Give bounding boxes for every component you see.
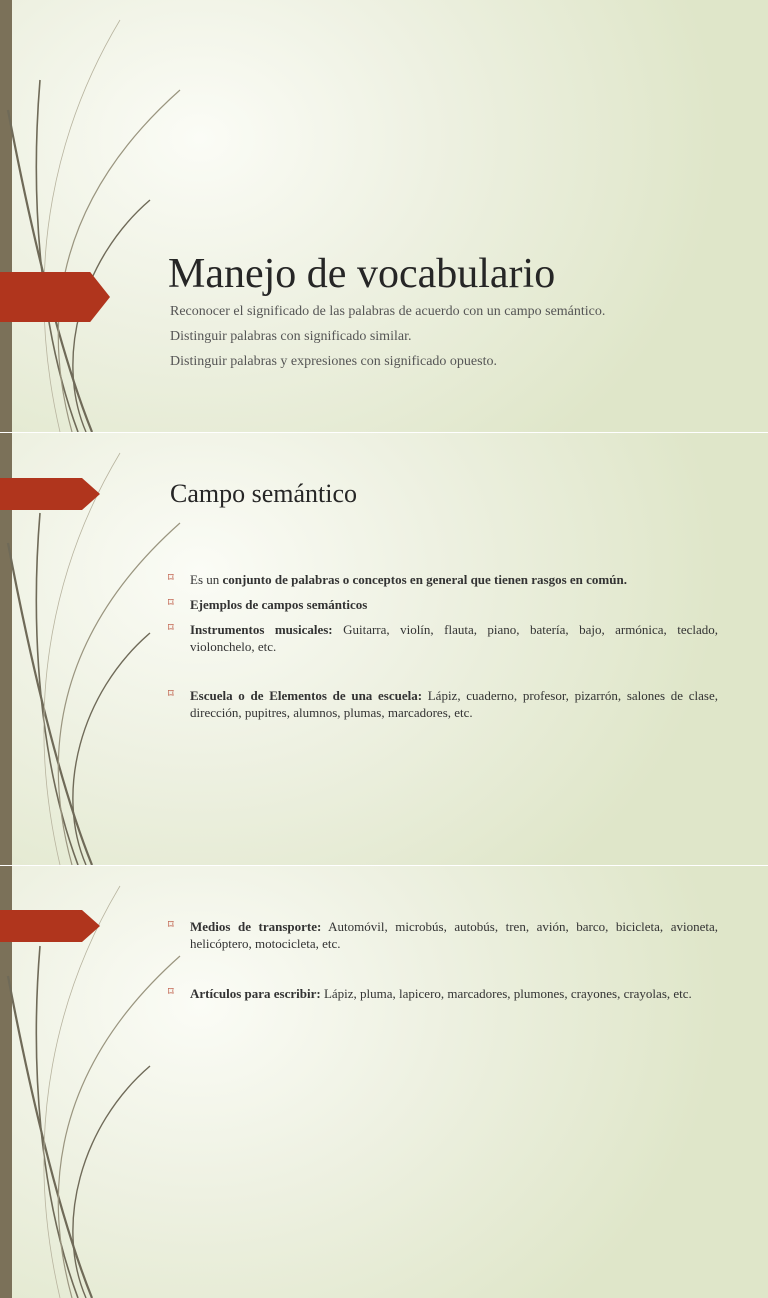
list-item: ⌑ Medios de transporte: Automóvil, microbús, autobús, tren, avión, barco, bicicleta, avioneta, helicóptero, motocicleta, etc. xyxy=(168,919,718,951)
subtitle-list xyxy=(170,304,605,379)
bullet-list xyxy=(168,918,718,1002)
title-arrow-marker xyxy=(0,272,110,322)
list-item: ⌑ Escuela o de Elementos de una escuela: Lápiz, cuaderno, profesor, pizarrón, salones de clase, dirección, pupitres, alumnos, plumas, marcadores, etc. xyxy=(168,688,719,720)
subtitle-line: Distinguir palabras y expresiones con significado opuesto. xyxy=(170,354,497,369)
title-arrow-marker xyxy=(0,478,100,510)
slide-2 xyxy=(0,433,768,865)
list-item: ⌑ Es un conjunto de palabras o conceptos en general que tienen rasgos en común. xyxy=(168,572,627,587)
list-item: ⌑ Artículos para escribir: Lápiz, pluma, lapicero, marcadores, plumones, crayones, crayolas, etc. xyxy=(168,986,692,1001)
slide-3 xyxy=(0,866,768,1298)
bullet-list xyxy=(168,571,718,721)
bullet-marker-icon: ⌑ xyxy=(168,597,174,609)
subtitle-line: Distinguir palabras con significado similar. xyxy=(170,329,412,344)
slide-1 xyxy=(0,0,768,432)
slide-title: Manejo de vocabulario xyxy=(168,251,556,297)
slide-title: Campo semántico xyxy=(170,479,358,508)
bullet-marker-icon: ⌑ xyxy=(168,688,174,700)
list-item: ⌑ Ejemplos de campos semánticos xyxy=(168,597,368,612)
title-arrow-marker xyxy=(0,910,100,942)
bullet-marker-icon: ⌑ xyxy=(168,919,174,931)
list-item: ⌑ Instrumentos musicales: Guitarra, violín, flauta, piano, batería, bajo, armónica, teclado, violonchelo, etc. xyxy=(168,622,718,654)
bullet-marker-icon: ⌑ xyxy=(168,572,174,584)
subtitle-line: Reconocer el significado de las palabras de acuerdo con un campo semántico. xyxy=(170,304,606,319)
bullet-marker-icon: ⌑ xyxy=(168,622,174,634)
bullet-marker-icon: ⌑ xyxy=(168,986,174,998)
